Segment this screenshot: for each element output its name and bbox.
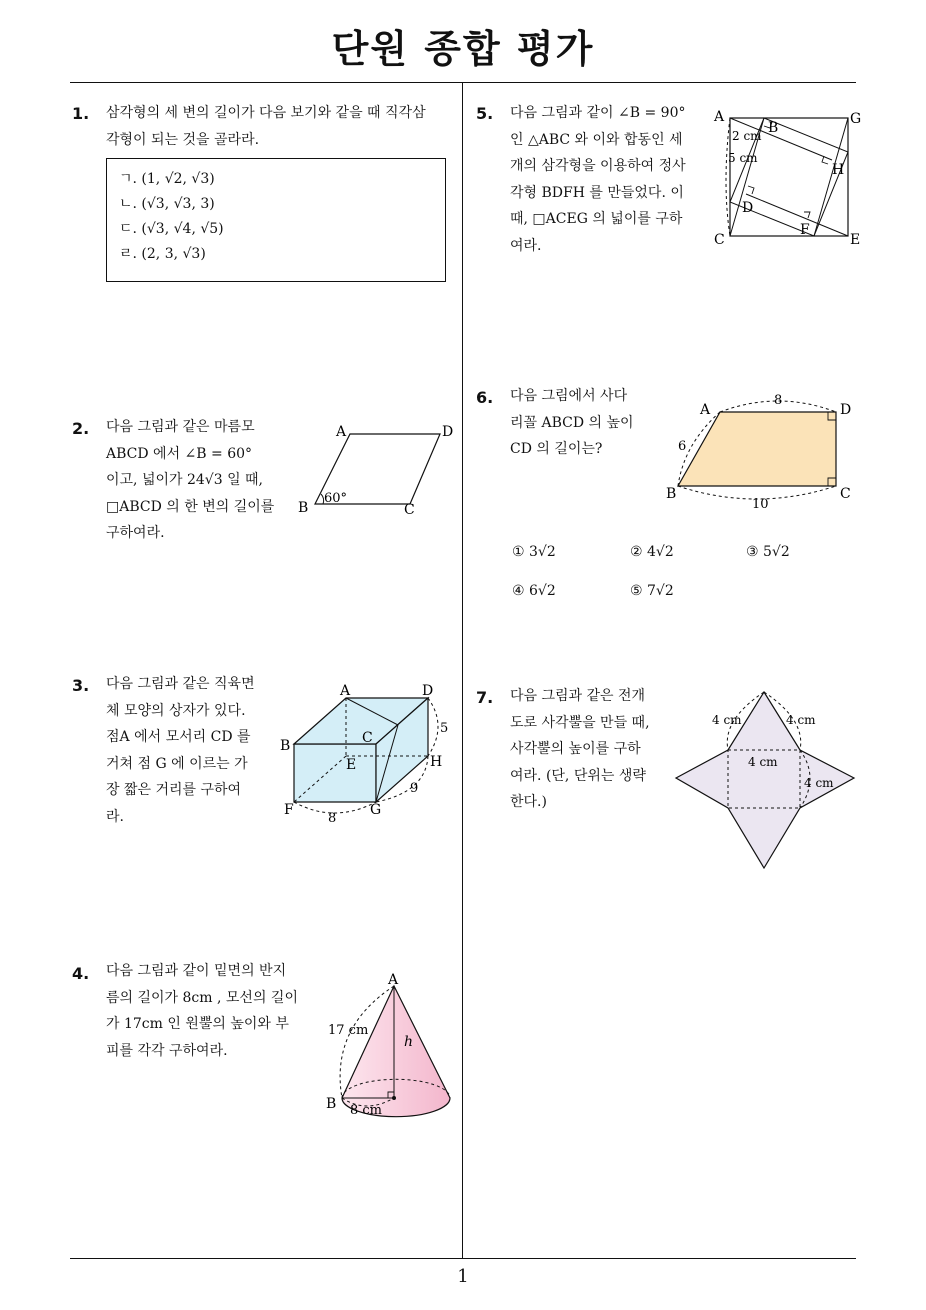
label-b: B xyxy=(666,486,677,502)
question-number: 5. xyxy=(476,104,494,123)
question-number: 4. xyxy=(72,964,90,983)
label-a: A xyxy=(700,402,711,418)
question-text xyxy=(106,100,426,153)
text-line: 다음 그림과 같은 마름모 xyxy=(106,419,255,435)
front-face xyxy=(294,744,376,802)
question-text xyxy=(510,100,686,259)
question-number: 7. xyxy=(476,688,494,707)
label-e: E xyxy=(346,757,357,773)
text-line: 도로 사각뿔을 만들 때, xyxy=(510,714,650,731)
length-fg: 8 xyxy=(328,811,337,826)
cone-body xyxy=(342,986,450,1117)
text-line: 여라. xyxy=(510,237,542,254)
right-angle-mark xyxy=(804,212,810,218)
label-c: C xyxy=(714,232,725,248)
text-line: 점A 에서 모서리 CD 를 xyxy=(106,729,251,745)
text-line: 한다.) xyxy=(510,794,547,810)
cuboid-figure xyxy=(276,680,460,826)
bottom-rule xyxy=(70,1258,856,1259)
rhombus-figure xyxy=(290,420,460,520)
column-divider xyxy=(462,82,463,1258)
top-rule xyxy=(70,82,856,83)
option-item: ㄴ. (√3, √3, 3) xyxy=(119,196,215,212)
length-ab: 6 xyxy=(678,439,687,454)
label-c: C xyxy=(362,730,373,746)
options-box xyxy=(106,158,446,282)
question-text xyxy=(106,671,255,830)
answer-choice-5[interactable]: ⑤ 7√2 xyxy=(630,583,674,599)
cone-figure xyxy=(322,968,458,1128)
question-text xyxy=(106,958,298,1064)
option-item: ㄹ. (2, 3, √3) xyxy=(119,246,206,262)
slant-label: 17 cm xyxy=(328,1023,369,1038)
length-bc: 5 cm xyxy=(728,151,758,165)
label-b: B xyxy=(768,120,779,136)
text-line: 피를 각각 구하여라. xyxy=(106,1042,228,1059)
label-b: B xyxy=(280,738,291,754)
text-line: 구하여라. xyxy=(106,525,165,541)
label-c: C xyxy=(840,486,851,502)
option-item: ㄱ. (1, √2, √3) xyxy=(119,171,215,187)
text-line: 사각뿔의 높이를 구하 xyxy=(510,741,641,757)
label-b: B xyxy=(326,1096,337,1112)
answer-choice-4[interactable]: ④ 6√2 xyxy=(512,583,556,599)
question-number: 3. xyxy=(72,676,90,695)
label-g: G xyxy=(370,802,382,818)
trapezoid-figure xyxy=(660,388,860,516)
answer-choice-2[interactable]: ② 4√2 xyxy=(630,544,674,560)
text-line: 장 짧은 거리를 구하여 xyxy=(106,782,242,798)
length-label: 4 cm xyxy=(804,776,834,790)
text-line: 때, □ACEG 의 넓이를 구하 xyxy=(510,211,683,227)
label-d: D xyxy=(422,683,434,699)
text-line: 리꼴 ABCD 의 높이 xyxy=(510,414,634,431)
label-d: D xyxy=(742,200,754,216)
trapezoid-shape xyxy=(678,412,836,486)
radius-label: 8 cm xyxy=(350,1103,383,1118)
text-line: 이고, 넓이가 24√3 일 때, xyxy=(106,472,264,488)
text-line: 다음 그림에서 사다 xyxy=(510,388,628,404)
label-b: B xyxy=(298,500,309,516)
question-number: 6. xyxy=(476,388,494,407)
text-line: 각형이 되는 것을 골라라. xyxy=(106,131,260,148)
length-label: 4 cm xyxy=(712,713,742,727)
length-dh: 5 xyxy=(440,721,449,736)
label-h: H xyxy=(430,754,443,770)
text-line: ABCD 에서 ∠B = 60° xyxy=(106,445,253,462)
text-line: 다음 그림과 같은 전개 xyxy=(510,688,646,704)
text-line: 여라. (단, 단위는 생략 xyxy=(510,767,646,784)
label-h: H xyxy=(832,162,845,178)
length-ad: 8 xyxy=(774,393,783,408)
question-text xyxy=(510,683,650,816)
text-line: CD 의 길이는? xyxy=(510,441,603,457)
label-g: G xyxy=(850,111,862,127)
answer-choice-3[interactable]: ③ 5√2 xyxy=(746,544,790,560)
length-label: 4 cm xyxy=(748,755,778,769)
text-line: 가 17cm 인 원뿔의 높이와 부 xyxy=(106,1016,289,1032)
height-label: h xyxy=(404,1034,414,1050)
angle-label: 60° xyxy=(324,491,348,506)
label-a: A xyxy=(336,424,347,440)
label-a: A xyxy=(340,683,351,699)
length-gh: 9 xyxy=(410,781,419,796)
text-line: 인 △ABC 와 이와 합동인 세 xyxy=(510,131,683,148)
page-number: 1 xyxy=(457,1266,469,1287)
text-line: 름의 길이가 8cm , 모선의 길이 xyxy=(106,989,298,1006)
pyramid-net-figure xyxy=(670,684,860,874)
dimension-arc xyxy=(428,698,438,756)
page-title: 단원 종합 평가 xyxy=(331,27,595,71)
length-bc: 10 xyxy=(752,497,769,512)
question-text xyxy=(510,383,634,463)
text-line: 삼각형의 세 변의 길이가 다음 보기와 같을 때 직각삼 xyxy=(106,105,426,121)
option-item: ㄷ. (√3, √4, √5) xyxy=(119,221,224,237)
text-line: 개의 삼각형을 이용하여 정사 xyxy=(510,158,686,174)
text-line: 다음 그림과 같은 직육면 xyxy=(106,676,255,692)
text-line: 다음 그림과 같이 ∠B = 90° xyxy=(510,105,686,121)
label-f: F xyxy=(284,802,294,818)
label-f: F xyxy=(800,222,810,238)
text-line: 다음 그림과 같이 밑면의 반지 xyxy=(106,963,287,979)
label-d: D xyxy=(840,402,852,418)
question-number: 2. xyxy=(72,419,90,438)
square-figure xyxy=(708,104,868,254)
length-ab: 2 cm xyxy=(732,129,762,143)
text-line: 각형 BDFH 를 만들었다. 이 xyxy=(510,184,684,201)
right-angle-mark xyxy=(748,186,754,194)
text-line: □ABCD 의 한 변의 길이를 xyxy=(106,498,275,515)
label-c: C xyxy=(404,502,415,518)
text-line: 체 모양의 상자가 있다. xyxy=(106,702,246,719)
label-a: A xyxy=(714,109,725,125)
question-number: 1. xyxy=(72,104,90,123)
label-a: A xyxy=(388,972,399,988)
length-label: 4 cm xyxy=(786,713,816,727)
text-line: 거쳐 점 G 에 이르는 가 xyxy=(106,755,248,772)
label-d: D xyxy=(442,424,454,440)
answer-choice-1[interactable]: ① 3√2 xyxy=(512,544,556,560)
question-text xyxy=(106,414,274,547)
text-line: 라. xyxy=(106,808,124,825)
label-e: E xyxy=(850,232,861,248)
